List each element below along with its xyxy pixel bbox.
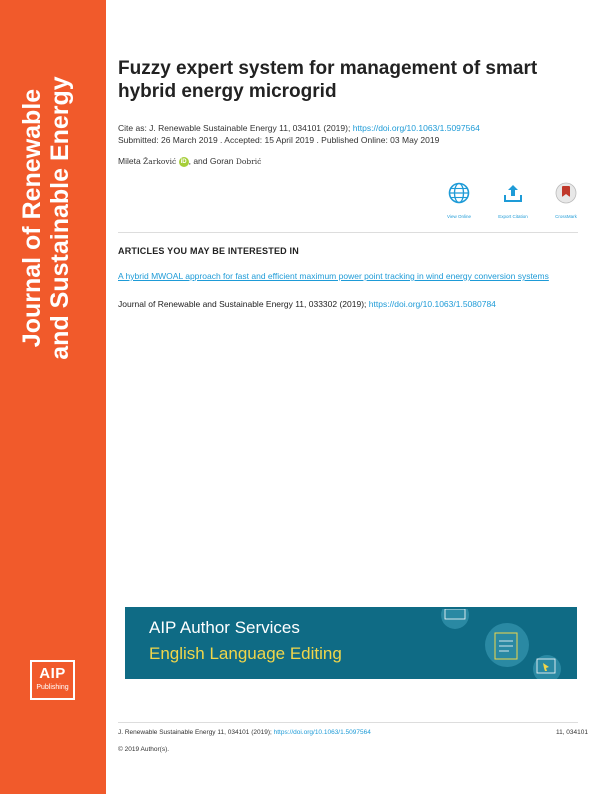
logo-main-text: AIP xyxy=(39,665,66,682)
crossmark-icon xyxy=(555,182,577,204)
related-article-citation xyxy=(118,298,573,310)
banner-illustration-icon xyxy=(415,609,565,679)
author2-last[interactable]: Dobrić xyxy=(235,157,262,166)
crossmark-label: CrossMark xyxy=(555,214,577,219)
journal-name-line2: and Sustainable Energy xyxy=(46,76,74,360)
article-actions xyxy=(440,182,590,222)
author-list xyxy=(118,156,261,167)
footer-page-ref: 11, 034101 xyxy=(555,729,588,736)
orcid-icon[interactable]: iD xyxy=(180,158,187,165)
related-article-title-link[interactable]: A hybrid MWOAL approach for fast and efficient maximum power point tracking in wind energy conversion systems xyxy=(118,271,549,281)
paper-doi-link[interactable]: https://doi.org/10.1063/1.5097564 xyxy=(352,123,480,133)
view-online-label: View Online xyxy=(447,214,471,219)
paper-title: Fuzzy expert system for management of smart hybrid energy microgrid xyxy=(118,58,538,102)
footer-doi-link[interactable]: https://doi.org/10.1063/1.5097564 xyxy=(273,729,371,736)
crossmark-button[interactable] xyxy=(541,182,591,219)
journal-name xyxy=(18,38,88,398)
related-article-doi-link[interactable]: https://doi.org/10.1063/1.5080784 xyxy=(368,299,496,309)
section-divider xyxy=(118,232,578,233)
aip-publishing-logo[interactable] xyxy=(30,660,75,700)
submission-dates: Submitted: 26 March 2019 . Accepted: 15 April 2019 . Published Online: 03 May 2019 xyxy=(118,135,440,145)
author-join: , and Goran xyxy=(188,156,236,166)
footer-divider xyxy=(118,722,578,723)
banner-line1: AIP Author Services xyxy=(149,618,300,637)
journal-sidebar xyxy=(0,0,106,794)
banner-line2: English Language Editing xyxy=(149,644,342,663)
related-article-journal: Journal of Renewable and Sustainable Energy 11, 033302 (2019); xyxy=(118,299,369,309)
aip-author-services-banner[interactable] xyxy=(125,607,577,679)
logo-sub-text: Publishing xyxy=(36,684,69,691)
view-online-button[interactable] xyxy=(434,182,484,219)
citation-block xyxy=(118,122,578,146)
copyright-notice: © 2019 Author(s). xyxy=(118,746,170,753)
export-citation-label: Export Citation xyxy=(498,214,528,219)
page-footer xyxy=(118,729,588,736)
export-icon xyxy=(502,182,524,204)
globe-icon xyxy=(448,182,470,204)
export-citation-button[interactable] xyxy=(488,182,538,219)
cite-label: Cite as: J. Renewable Sustainable Energy 11, 034101 (2019); xyxy=(118,123,353,133)
related-articles-heading: ARTICLES YOU MAY BE INTERESTED IN xyxy=(118,246,299,256)
author1-first: Mileta xyxy=(118,156,144,166)
journal-name-line1: Journal of Renewable xyxy=(18,88,46,348)
footer-cite: J. Renewable Sustainable Energy 11, 034101 (2019); xyxy=(118,729,274,736)
author1-last[interactable]: Žarković xyxy=(143,157,177,166)
